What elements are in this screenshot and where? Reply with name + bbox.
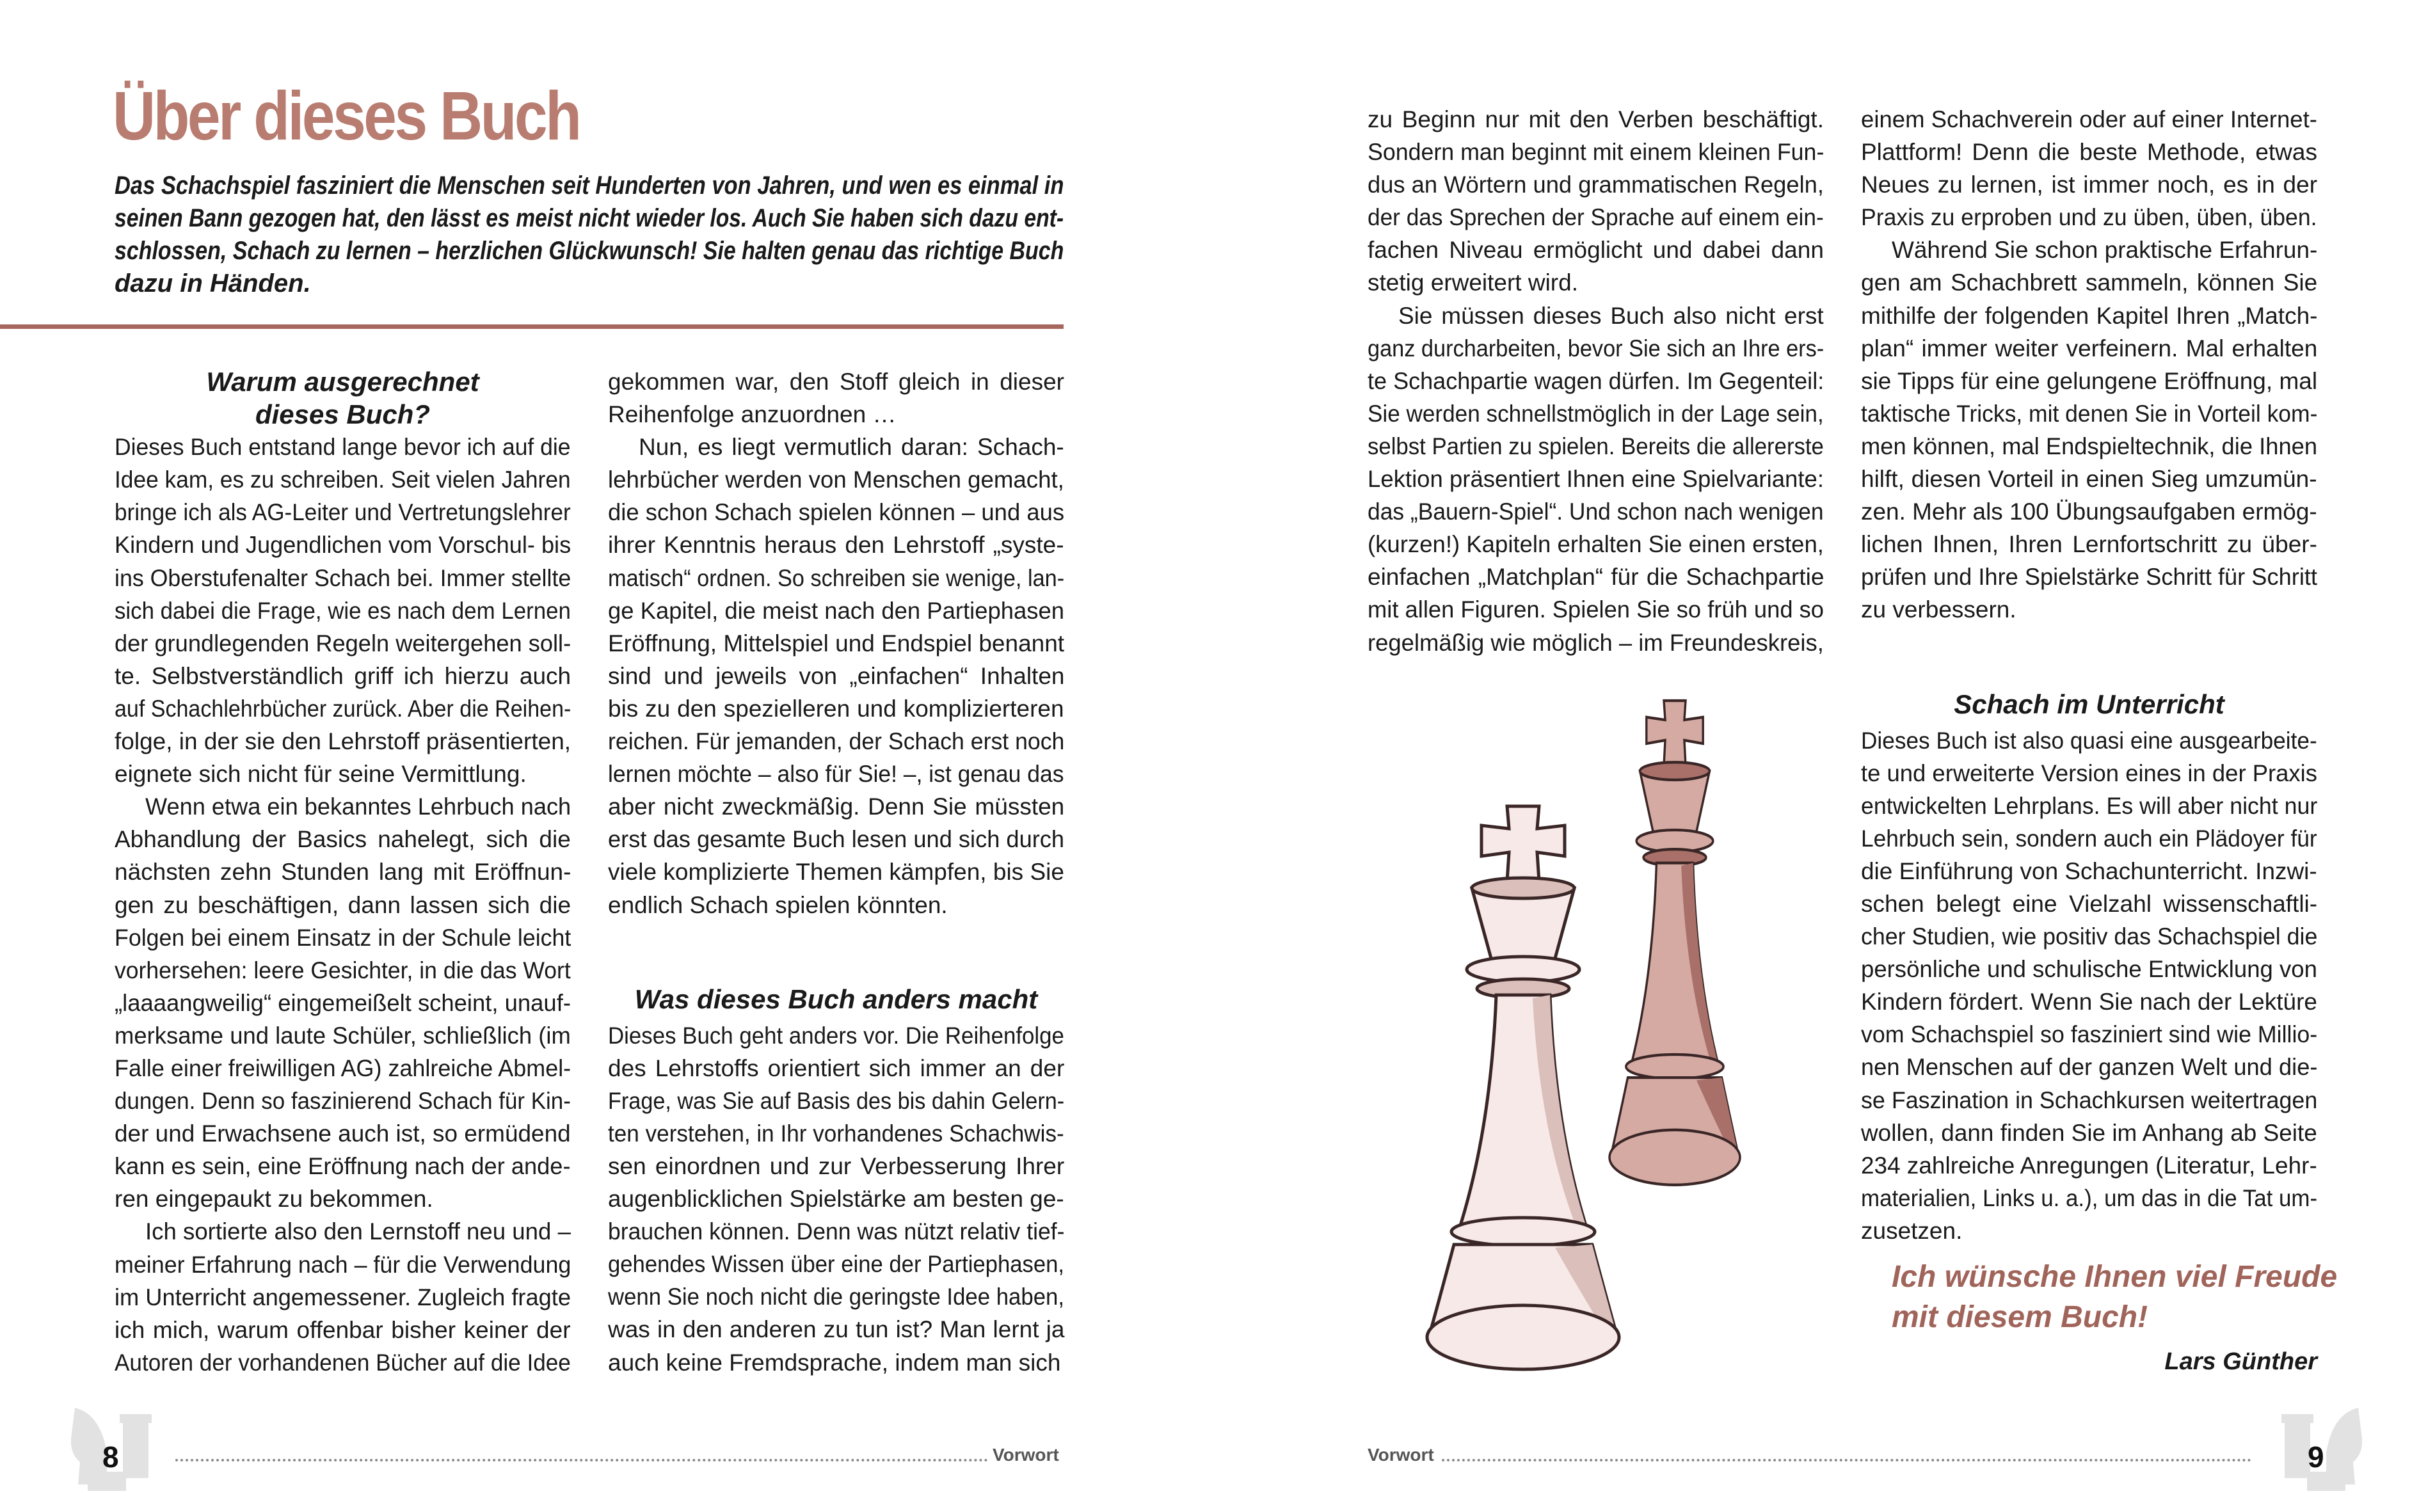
paragraph [608, 365, 1064, 431]
text-line: 234 zahlreiche Anregungen (Literatur, Lehr- [1861, 1152, 2317, 1179]
text-line: Reihenfolge anzuordnen … [608, 401, 897, 428]
text-line: materialien, Links u. a.), um das in die Tat um- [1861, 1184, 2318, 1211]
intro-line: Das Schachspiel fasziniert die Menschen seit Hunderten von Jahren, und wen es einmal in [115, 171, 1064, 200]
author-signature: Lars Günther [2164, 1348, 2317, 1375]
text-line: gen am Schachbrett sammeln, können Sie [1861, 269, 2318, 296]
text-line: entwickelten Lehrplans. Es will aber nicht nur [1861, 792, 2318, 819]
text-line: Ich sortierte also den Lernstoff neu und – [145, 1218, 571, 1245]
text-line: kann es sein, eine Eröffnung nach der ande- [115, 1153, 571, 1180]
text-line: Idee kam, es zu schreiben. Seit vielen Jahren [115, 466, 571, 493]
text-line: persönliche und schulische Entwicklung von [1861, 956, 2317, 983]
paragraph [1861, 234, 2317, 626]
text-line: auch keine Fremdsprache, indem man sich [608, 1349, 1061, 1376]
text-line: endlich Schach spielen könnten. [608, 891, 948, 918]
text-line: ganz durcharbeiten, bevor Sie sich an Ihre ers- [1368, 335, 1824, 362]
text-line: cher Studien, wie positiv das Schachspiel die [1861, 923, 2318, 950]
text-line: sich dabei die Frage, wie es nach dem Lernen [115, 597, 571, 624]
running-title: Vorwort [1368, 1445, 1434, 1465]
text-line: sind und jeweils von „einfachen“ Inhalten [608, 662, 1065, 689]
text-line: Während Sie schon praktische Erfahrun- [1892, 237, 2318, 264]
text-line: der grundlegenden Regeln weitergehen soll- [115, 630, 571, 657]
text-line: se Faszination in Schachkursen weitertragen [1861, 1086, 2318, 1113]
text-line: Lektion präsentiert Ihnen eine Spielvariante: [1368, 466, 1824, 493]
text-line: dus an Wörtern und grammatischen Regeln, [1368, 171, 1824, 198]
intro-line: seinen Bann gezogen hat, den lässt es meist nicht wieder los. Auch Sie haben sich dazu ent- [115, 204, 1064, 233]
closing-quote [1861, 1257, 2338, 1337]
text-line: nen Menschen auf der ganzen Welt und die- [1861, 1054, 2318, 1081]
text-line: Dieses Buch ist also quasi eine ausgearbeite- [1861, 727, 2317, 754]
text-line: Neues zu lernen, ist immer noch, es in der [1861, 171, 2318, 198]
text-line: selbst Partien zu spielen. Bereits die allererste [1368, 433, 1824, 459]
page-number: 8 [102, 1440, 119, 1474]
text-line: lehrbücher werden von Menschen gemacht, [608, 466, 1064, 493]
text-line: was in den anderen zu tun ist? Man lernt ja [608, 1316, 1065, 1343]
text-line: einfachen „Matchplan“ für die Schachpartie [1368, 564, 1824, 591]
text-line: Praxis zu erproben und zu üben, üben, üben. [1861, 204, 2317, 231]
text-line: gekommen war, den Stoff gleich in dieser [608, 369, 1064, 395]
text-line: Kindern fördert. Wenn Sie nach der Lektüre [1861, 989, 2318, 1015]
text-line: regelmäßig wie möglich – im Freundeskreis, [1368, 629, 1824, 656]
column-3 [1368, 103, 1824, 659]
text-line: (kurzen!) Kapiteln erhalten Sie einen ersten, [1368, 531, 1824, 558]
paragraph-group [608, 365, 1064, 921]
text-line: aber nicht zweckmäßig. Denn Sie müssten [608, 793, 1065, 820]
text-line: merksame und laute Schüler, schließlich (im [115, 1022, 571, 1049]
paragraph [1368, 103, 1824, 299]
page-number: 9 [2308, 1440, 2324, 1474]
text-line: matisch“ ordnen. So schreiben sie wenige, lan- [608, 564, 1065, 591]
quote-line: mit diesem Buch! [1892, 1300, 2148, 1334]
text-line: zu verbessern. [1861, 596, 2016, 623]
text-line: zusetzen. [1861, 1217, 1963, 1244]
footer-dotted-line [1442, 1459, 2251, 1461]
text-line: zen. Mehr als 100 Übungsaufgaben ermög- [1861, 498, 2317, 525]
text-line: der das Sprechen der Sprache auf einem ein- [1368, 204, 1824, 231]
paragraph-group [1368, 103, 1824, 659]
paragraph-group [1861, 724, 2317, 1248]
text-line: hilft, diesen Vorteil in einen Sieg umzumün- [1861, 466, 2317, 493]
text-line: prüfen und Ihre Spielstärke Schritt für Schritt [1861, 564, 2318, 591]
section-divider [0, 324, 1064, 329]
text-line: lernen möchte – also für Sie! –, ist genau das [608, 761, 1064, 788]
text-line: vorhersehen: leere Gesichter, in die das Wort [115, 957, 571, 983]
text-line: wollen, dann finden Sie im Anhang ab Seite [1861, 1119, 2317, 1146]
text-line: men können, mal Endspieltechnik, die Ihnen [1861, 433, 2318, 459]
text-line: erst das gesamte Buch lesen und sich durch [608, 826, 1065, 853]
chess-kings-icon [1408, 691, 1766, 1389]
text-line: folge, in der sie den Lehrstoff präsentierten, [115, 728, 571, 755]
text-line: ins Oberstufenalter Schach bei. Immer stellte [115, 564, 571, 591]
paragraph-group [1861, 103, 2317, 626]
text-line: auf Schachlehrbücher zurück. Aber die Reihen- [115, 695, 571, 722]
text-line: gehendes Wissen über eine der Partiephasen, [608, 1251, 1065, 1278]
text-line: zu Beginn nur mit den Verben beschäftigt. [1368, 106, 1824, 132]
text-line: sen einordnen und zur Verbesserung Ihrer [608, 1152, 1065, 1179]
text-line: Dieses Buch entstand lange bevor ich auf die [115, 434, 571, 461]
text-line: te Schachpartie wagen dürfen. Im Gegenteil: [1368, 367, 1824, 394]
text-line: der und Erwachsene auch ist, so ermüdend [115, 1120, 571, 1147]
paragraph [115, 1215, 571, 1378]
text-line: ihrer Kenntnis heraus den Lehrstoff „syste- [608, 532, 1064, 559]
text-line: Sie werden schnellstmöglich in der Lage sein, [1368, 400, 1824, 427]
text-line: te und erweiterte Version eines in der Praxis [1861, 760, 2317, 786]
text-line: lichen Ihnen, Ihren Lernfortschritt zu über- [1861, 531, 2317, 558]
text-line: die schon Schach spielen können – und aus [608, 499, 1065, 526]
quote-line: Ich wünsche Ihnen viel Freude [1892, 1260, 2338, 1294]
text-line: nächsten zehn Stunden lang mit Eröffnun- [115, 859, 571, 886]
section-heading: Was dieses Buch anders macht [634, 983, 1038, 1014]
text-line: sie Tipps für eine gelungene Eröffnung, mal [1861, 367, 2318, 394]
text-line: stetig erweitert wird. [1368, 269, 1578, 296]
text-line: ich mich, warum offenbar bisher keiner der [115, 1316, 571, 1343]
text-line: viele komplizierte Themen kämpfen, bis Sie [608, 859, 1064, 886]
paragraph [1861, 103, 2317, 234]
text-line: dungen. Denn so faszinierend Schach für Kin- [115, 1088, 571, 1115]
text-line: wenn Sie noch nicht die geringste Idee haben, [608, 1284, 1065, 1310]
column-1 [115, 365, 571, 1379]
text-line: ten verstehen, in Ihr vorhandenes Schachwis- [608, 1120, 1064, 1147]
text-line: Eröffnung, Mittelspiel und Endspiel benannt [608, 630, 1065, 657]
column-2 [608, 365, 1064, 1379]
paragraph [115, 431, 571, 790]
text-line: das „Bauern-Spiel“. Und schon nach wenigen [1368, 498, 1824, 525]
page-title: Über dieses Buch [113, 77, 580, 154]
text-line: bringe ich als AG-Leiter und Vertretungslehrer [115, 499, 571, 526]
column-4 [1861, 103, 2338, 1378]
text-line: Nun, es liegt vermutlich daran: Schach- [639, 434, 1064, 461]
text-line: im Unterricht angemessener. Zugleich fragte [115, 1284, 571, 1310]
intro-line: schlossen, Schach zu lernen – herzlichen Glückwunsch! Sie halten genau das richtige Buch [115, 237, 1064, 266]
section-heading: Schach im Unterricht [1954, 688, 2224, 719]
text-line: gen zu beschäftigen, dann lassen sich die [115, 891, 571, 918]
footer-dotted-line [175, 1459, 988, 1461]
paragraph-group [115, 431, 571, 1379]
intro-text [115, 170, 1064, 300]
text-line: Falle einer freiwilligen AG) zahlreiche Abmel- [115, 1054, 571, 1081]
text-line: Sondern man beginnt mit einem kleinen Fun- [1368, 139, 1824, 166]
text-line: Lehrbuch sein, sondern auch ein Plädoyer für [1861, 825, 2317, 852]
text-line: Autoren der vorhandenen Bücher auf die Idee [115, 1349, 571, 1376]
text-line: mit allen Figuren. Spielen Sie so früh und so [1368, 596, 1824, 623]
text-line: mithilfe der folgenden Kapitel Ihren „Match- [1861, 302, 2318, 329]
text-line: schen belegt eine Vielzahl wissenschaftli- [1861, 890, 2318, 917]
text-line: Sie müssen dieses Buch also nicht erst [1398, 302, 1824, 329]
text-line: augenblicklichen Spielstärke am besten ge- [608, 1186, 1064, 1213]
text-line: ge Kapitel, die meist nach den Partiephasen [608, 597, 1065, 624]
section-heading [115, 365, 571, 431]
intro-line: dazu in Händen. [115, 269, 311, 298]
text-line: te. Selbstverständlich griff ich hierzu auch [115, 662, 571, 689]
text-line: Wenn etwa ein bekanntes Lehrbuch nach [145, 793, 571, 820]
paragraph [608, 1019, 1064, 1379]
text-line: reichen. Für jemanden, der Schach erst noch [608, 728, 1065, 755]
text-line: Folgen bei einem Einsatz in der Schule leicht [115, 924, 571, 951]
text-line: brauchen können. Denn was nützt relativ tief- [608, 1218, 1065, 1245]
text-line: die Einführung von Schachunterricht. Inzwi- [1861, 857, 2317, 884]
text-line: einem Schachverein oder auf einer Internet- [1861, 106, 2317, 132]
text-line: des Lehrstoffs orientiert sich immer an der [608, 1054, 1065, 1081]
paragraph [1368, 299, 1824, 659]
text-line: Kindern und Jugendlichen vom Vorschul- bis [115, 532, 571, 559]
text-line: eignete sich nicht für seine Vermittlung. [115, 761, 527, 788]
paragraph [608, 431, 1064, 921]
paragraph-group [608, 1019, 1064, 1379]
text-line: taktische Tricks, mit denen Sie in Vorteil kom- [1861, 400, 2318, 427]
text-line: vom Schachspiel so fasziniert sind wie Millio- [1861, 1021, 2318, 1048]
text-line: Plattform! Denn die beste Methode, etwas [1861, 139, 2317, 166]
text-line: fachen Niveau ermöglicht und dabei dann [1368, 237, 1824, 264]
text-line: meiner Erfahrung nach – für die Verwendung [115, 1251, 571, 1278]
paragraph [1861, 724, 2317, 1248]
text-line: Abhandlung der Basics nahelegt, sich die [115, 826, 571, 853]
running-title: Vorwort [993, 1445, 1059, 1465]
text-line: plan“ immer weiter verfeinern. Mal erhalten [1861, 335, 2318, 362]
text-line: „laaaangweilig“ eingemeißelt scheint, unauf- [115, 989, 571, 1016]
heading-line: Warum ausgerechnet [206, 367, 479, 397]
paragraph [115, 790, 571, 1215]
text-line: Frage, was Sie auf Basis des bis dahin Gelern- [608, 1087, 1065, 1114]
text-line: Dieses Buch geht anders vor. Die Reihenfolge [608, 1022, 1064, 1049]
text-line: ren eingepaukt zu bekommen. [115, 1186, 433, 1213]
text-line: bis zu den spezielleren und komplizierteren [608, 695, 1064, 722]
heading-line: dieses Buch? [255, 399, 431, 430]
